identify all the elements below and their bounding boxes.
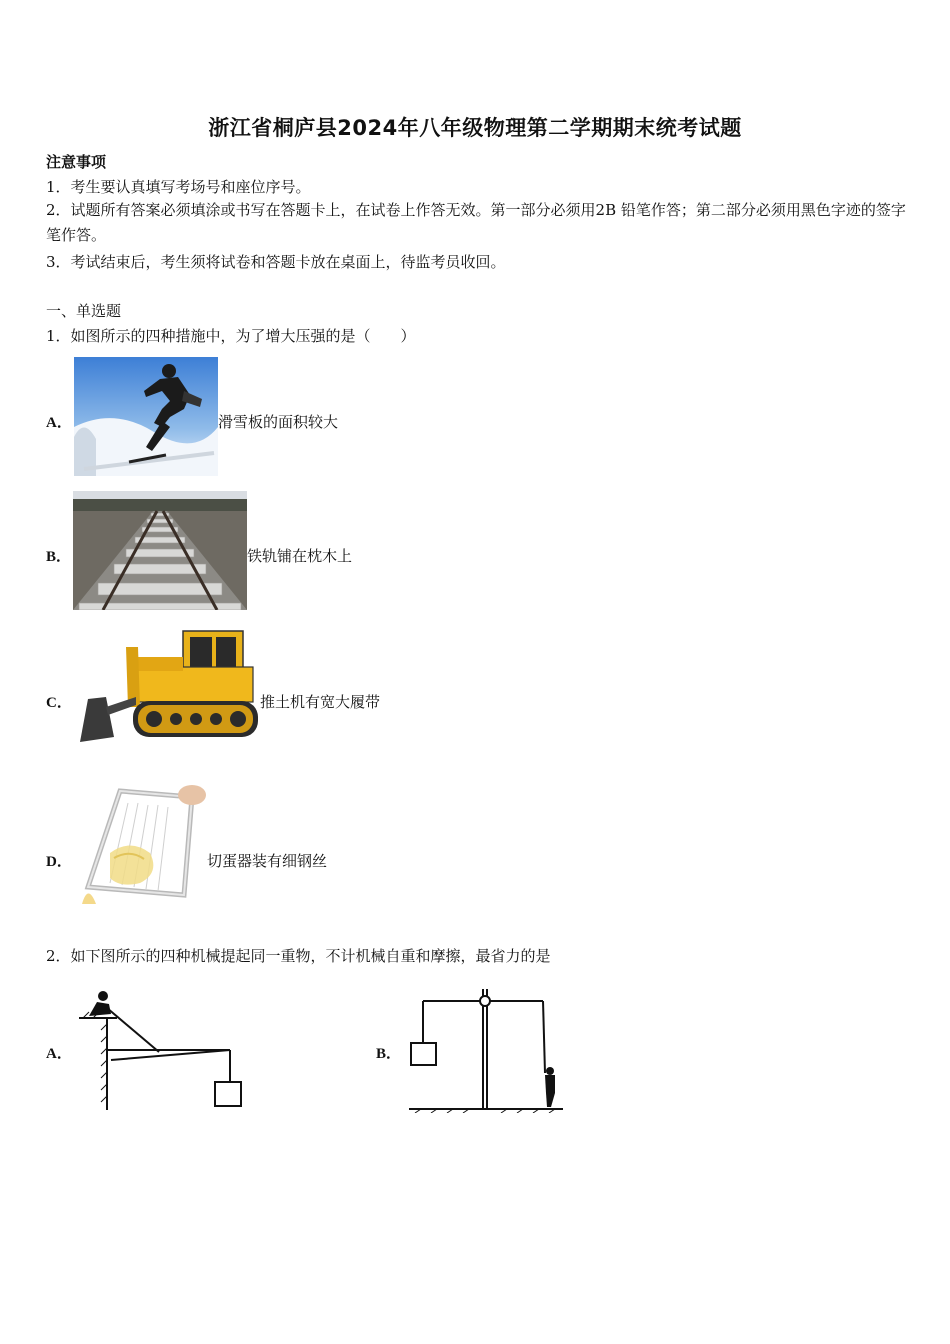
q1-option-a-label: A． xyxy=(46,415,72,431)
question-2-stem: 2．如下图所示的四种机械提起同一重物，不计机械自重和摩擦，最省力的是 xyxy=(46,947,551,965)
notice-item-3: 3．考试结束后，考生须将试卷和答题卡放在桌面上，待监考员收回。 xyxy=(46,253,506,271)
railway-image xyxy=(73,491,247,610)
notice-item-1: 1．考生要认真填写考场号和座位序号。 xyxy=(46,178,311,196)
q1-option-d-label: D． xyxy=(46,854,72,870)
egg-slicer-image xyxy=(80,783,207,904)
bulldozer-image xyxy=(78,627,258,745)
section-heading: 一、单选题 xyxy=(46,302,122,320)
question-1-stem: 1．如图所示的四种措施中，为了增大压强的是（ ） xyxy=(46,327,416,345)
q1-option-c-text: 推土机有宽大履带 xyxy=(260,693,381,711)
snowboarder-image xyxy=(74,357,218,476)
notice-item-2: 2．试题所有答案必须填涂或书写在答题卡上，在试卷上作答无效。第一部分必须用2B 铅笔作答；第二部分必须用黑色字迹的签字笔作答。 xyxy=(46,201,906,244)
q2-option-b-label: B． xyxy=(376,1046,402,1062)
q1-option-b-label: B． xyxy=(46,549,72,565)
q1-option-b-text: 铁轨铺在枕木上 xyxy=(247,547,353,565)
q1-option-a-text: 滑雪板的面积较大 xyxy=(218,413,339,431)
q1-option-d-text: 切蛋器装有细钢丝 xyxy=(207,852,328,870)
lever-crane-diagram xyxy=(75,990,245,1112)
lever-balance-diagram xyxy=(405,985,570,1113)
page-title: 浙江省桐庐县2024年八年级物理第二学期期末统考试题 xyxy=(208,116,742,140)
q2-option-a-label: A． xyxy=(46,1046,72,1062)
notice-heading: 注意事项 xyxy=(46,153,107,171)
q1-option-c-label: C． xyxy=(46,695,72,711)
